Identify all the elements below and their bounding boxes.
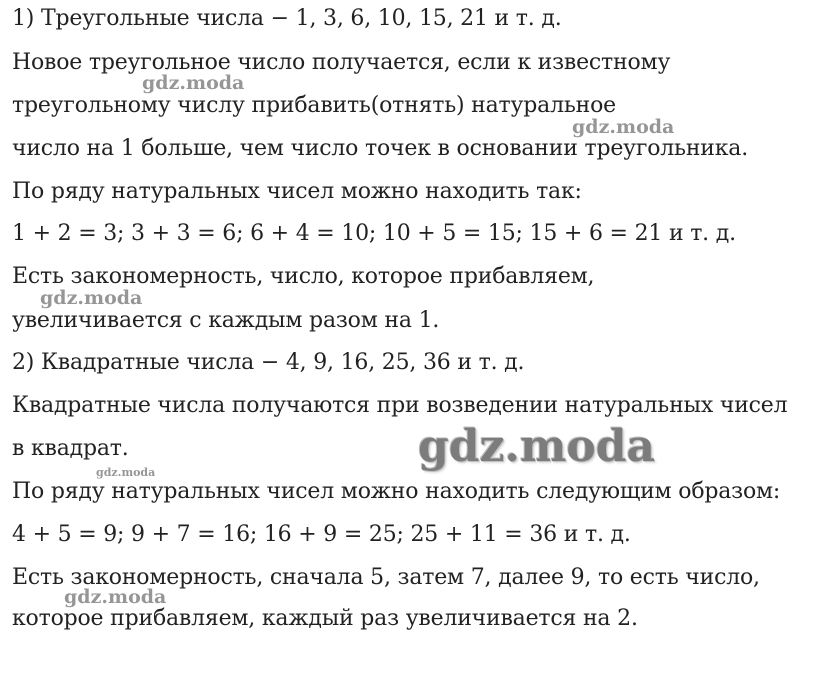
text-line-6: 1 + 2 = 3; 3 + 3 = 6; 6 + 4 = 10; 10 + 5 = 15; 15 + 6 = 21 и т. д. xyxy=(12,221,736,246)
text-line-7: Есть закономерность, число, которое прибавляем, xyxy=(12,264,595,289)
text-line-5: По ряду натуральных чисел можно находить так: xyxy=(12,179,582,204)
text-line-13: 4 + 5 = 9; 9 + 7 = 16; 16 + 9 = 25; 25 + 11 = 36 и т. д. xyxy=(12,522,631,547)
watermark-4: gdz.moda xyxy=(64,586,167,608)
text-line-14: Есть закономерность, сначала 5, затем 7, далее 9, то есть число, xyxy=(12,565,760,590)
text-line-4: число на 1 больше, чем число точек в основании треугольника. xyxy=(12,136,749,161)
watermark-3: gdz.moda xyxy=(40,287,143,309)
text-line-1: 1) Треугольные числа − 1, 3, 6, 10, 15, 21 и т. д. xyxy=(12,6,562,31)
watermark-1: gdz.moda xyxy=(142,72,245,94)
text-line-15: которое прибавляем, каждый раз увеличивается на 2. xyxy=(12,606,638,631)
text-line-2: Новое треугольное число получается, если к известному xyxy=(12,50,671,75)
text-line-8: увеличивается с каждым разом на 1. xyxy=(12,308,440,333)
text-line-11: в квадрат. xyxy=(12,436,129,461)
watermark-tiny: gdz.moda xyxy=(96,466,156,479)
text-line-9: 2) Квадратные числа − 4, 9, 16, 25, 36 и т. д. xyxy=(12,350,525,375)
watermark-large: gdz.moda xyxy=(418,421,656,472)
text-line-10: Квадратные числа получаются при возведении натуральных чисел xyxy=(12,393,788,418)
text-line-12: По ряду натуральных чисел можно находить следующим образом: xyxy=(12,479,781,504)
watermark-2: gdz.moda xyxy=(572,116,675,138)
text-line-3: треугольному числу прибавить(отнять) натуральное xyxy=(12,93,616,118)
